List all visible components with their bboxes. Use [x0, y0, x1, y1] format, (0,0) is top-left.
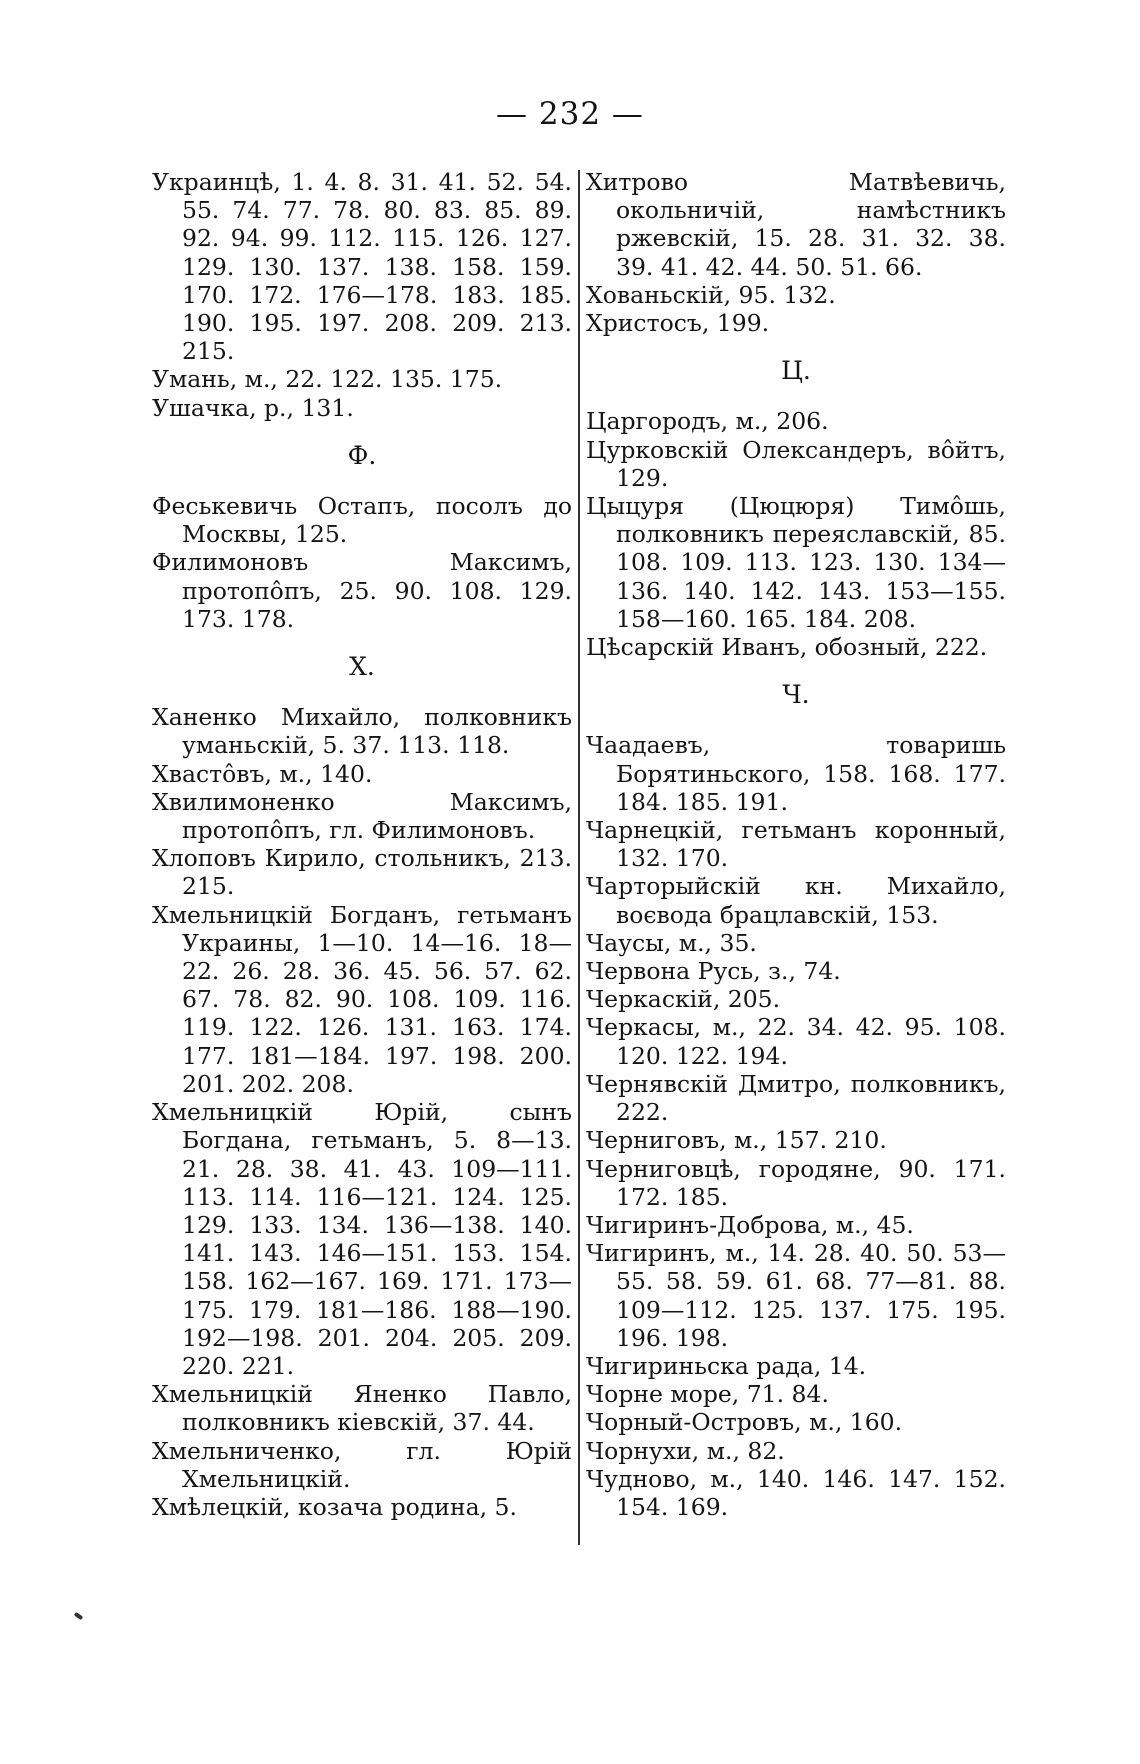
- index-entry: Филимоновъ Максимъ, протопôпъ, 25. 90. 108. 129. 173. 178.: [152, 548, 572, 633]
- index-entry: Хлоповъ Кирило, стольникъ, 213. 215.: [152, 844, 572, 901]
- index-entry: Чаадаевъ, товаришь Борятиньского, 158. 168. 177. 184. 185. 191.: [586, 731, 1006, 816]
- index-entry: Хмельницкій Юрій, сынъ Богдана, гетьманъ, 5. 8—13. 21. 28. 38. 41. 43. 109—111. 113. 114. 116—121. 124. 125. 129. 133. 134. 136—138. 140. 141. 143. 146—151. 153. 154. 158. 162—167. 169. 171. 173—175. 179. 181—186. 188—190. 192—198. 201. 204. 205. 209. 220. 221.: [152, 1098, 572, 1380]
- index-entry: Чорнухи, м., 82.: [586, 1436, 785, 1465]
- index-entry: Черкасы, м., 22. 34. 42. 95. 108. 120. 122. 194.: [586, 1013, 1006, 1070]
- index-entry: Хмѣлецкій, козача родина, 5.: [152, 1492, 517, 1521]
- ink-speck: [74, 1612, 84, 1620]
- index-entry: Чорне море, 71. 84.: [586, 1380, 829, 1409]
- index-entry: Хитрово Матвѣевичь, окольничій, намѣстникъ ржевскій, 15. 28. 31. 32. 38. 39. 41. 42. 44. 50. 51. 66.: [586, 168, 1006, 281]
- index-entry: Цѣсарскій Иванъ, обозный, 222.: [586, 633, 988, 662]
- index-entry: Хмельницкій Яненко Павло, полковникъ кіевскій, 37. 44.: [152, 1380, 572, 1437]
- letter-heading-ts: Ц.: [781, 356, 811, 386]
- index-entry: Хвастôвъ, м., 140.: [152, 759, 373, 788]
- column-divider: [578, 170, 580, 1545]
- index-entry: Чигиринъ, м., 14. 28. 40. 50. 53—55. 58. 59. 61. 68. 77—81. 88. 109—112. 125. 137. 175. 195. 196. 198.: [586, 1239, 1006, 1352]
- index-entry: Чернявскій Дмитро, полковникъ, 222.: [586, 1069, 1006, 1127]
- letter-heading-kh: Х.: [349, 652, 375, 682]
- index-entry: Черкаскій, 205.: [586, 985, 781, 1014]
- index-entry: Чарторыйскій кн. Михайло, воєвода брацлавскій, 153.: [586, 872, 1006, 929]
- index-entry: Чигириньска рада, 14.: [586, 1351, 867, 1380]
- index-entry: Хмельницкій Богданъ, гетьманъ Украины, 1—10. 14—16. 18—22. 26. 28. 36. 45. 56. 57. 62. 67. 78. 82. 90. 108. 109. 116. 119. 122. 126. 131. 163. 174. 177. 181—184. 197. 198. 200. 201. 202. 208.: [152, 900, 572, 1098]
- index-entry: Чудново, м., 140. 146. 147. 152. 154. 169.: [586, 1464, 1006, 1521]
- right-column: [586, 168, 1006, 1521]
- index-entry: Червона Русь, з., 74.: [586, 957, 841, 986]
- index-entry: Чарнецкій, гетьманъ коронный, 132. 170.: [586, 816, 1006, 873]
- index-entry: Черниговцѣ, городяне, 90. 171. 172. 185.: [586, 1154, 1006, 1211]
- index-entry: Хмельниченко, гл. Юрій Хмельницкій.: [152, 1436, 572, 1493]
- left-column: [152, 168, 572, 1521]
- index-entry: Цыцуря (Цюцюря) Тимôшь, полковникъ переяславскій, 85. 108. 109. 113. 123. 130. 134—136. 140. 142. 143. 153—155. 158—160. 165. 184. 208.: [586, 492, 1006, 633]
- index-entry: Украинцѣ, 1. 4. 8. 31. 41. 52. 54. 55. 74. 77. 78. 80. 83. 85. 89. 92. 94. 99. 112. 115. 126. 127. 129. 130. 137. 138. 158. 159. 170. 172. 176—178. 183. 185. 190. 195. 197. 208. 209. 213. 215.: [152, 168, 572, 366]
- index-entry: Чигиринъ-Доброва, м., 45.: [586, 1210, 914, 1239]
- index-entry: Ушачка, р., 131.: [152, 393, 354, 422]
- index-entry: Чорный-Островъ, м., 160.: [586, 1408, 903, 1437]
- index-entry: Хованьскій, 95. 132.: [586, 280, 836, 309]
- page-number: — 232 —: [496, 96, 644, 132]
- index-entry: Умань, м., 22. 122. 135. 175.: [152, 365, 503, 394]
- index-entry: Ханенко Михайло, полковникъ уманьскій, 5. 37. 113. 118.: [152, 703, 572, 760]
- index-entry: Христосъ, 199.: [586, 309, 770, 338]
- index-entry: Царгородъ, м., 206.: [586, 407, 829, 436]
- index-entry: Черниговъ, м., 157. 210.: [586, 1126, 887, 1155]
- letter-heading-f: Ф.: [347, 440, 377, 470]
- index-entry: Феськевичь Остапъ, посолъ до Москвы, 125.: [152, 492, 572, 549]
- index-entry: Хвилимоненко Максимъ, протопôпъ, гл. Филимоновъ.: [152, 787, 572, 845]
- index-entry: Цурковскій Олександеръ, вôйтъ, 129.: [586, 435, 1006, 492]
- letter-heading-ch: Ч.: [782, 680, 810, 710]
- index-entry: Чаусы, м., 35.: [586, 928, 757, 957]
